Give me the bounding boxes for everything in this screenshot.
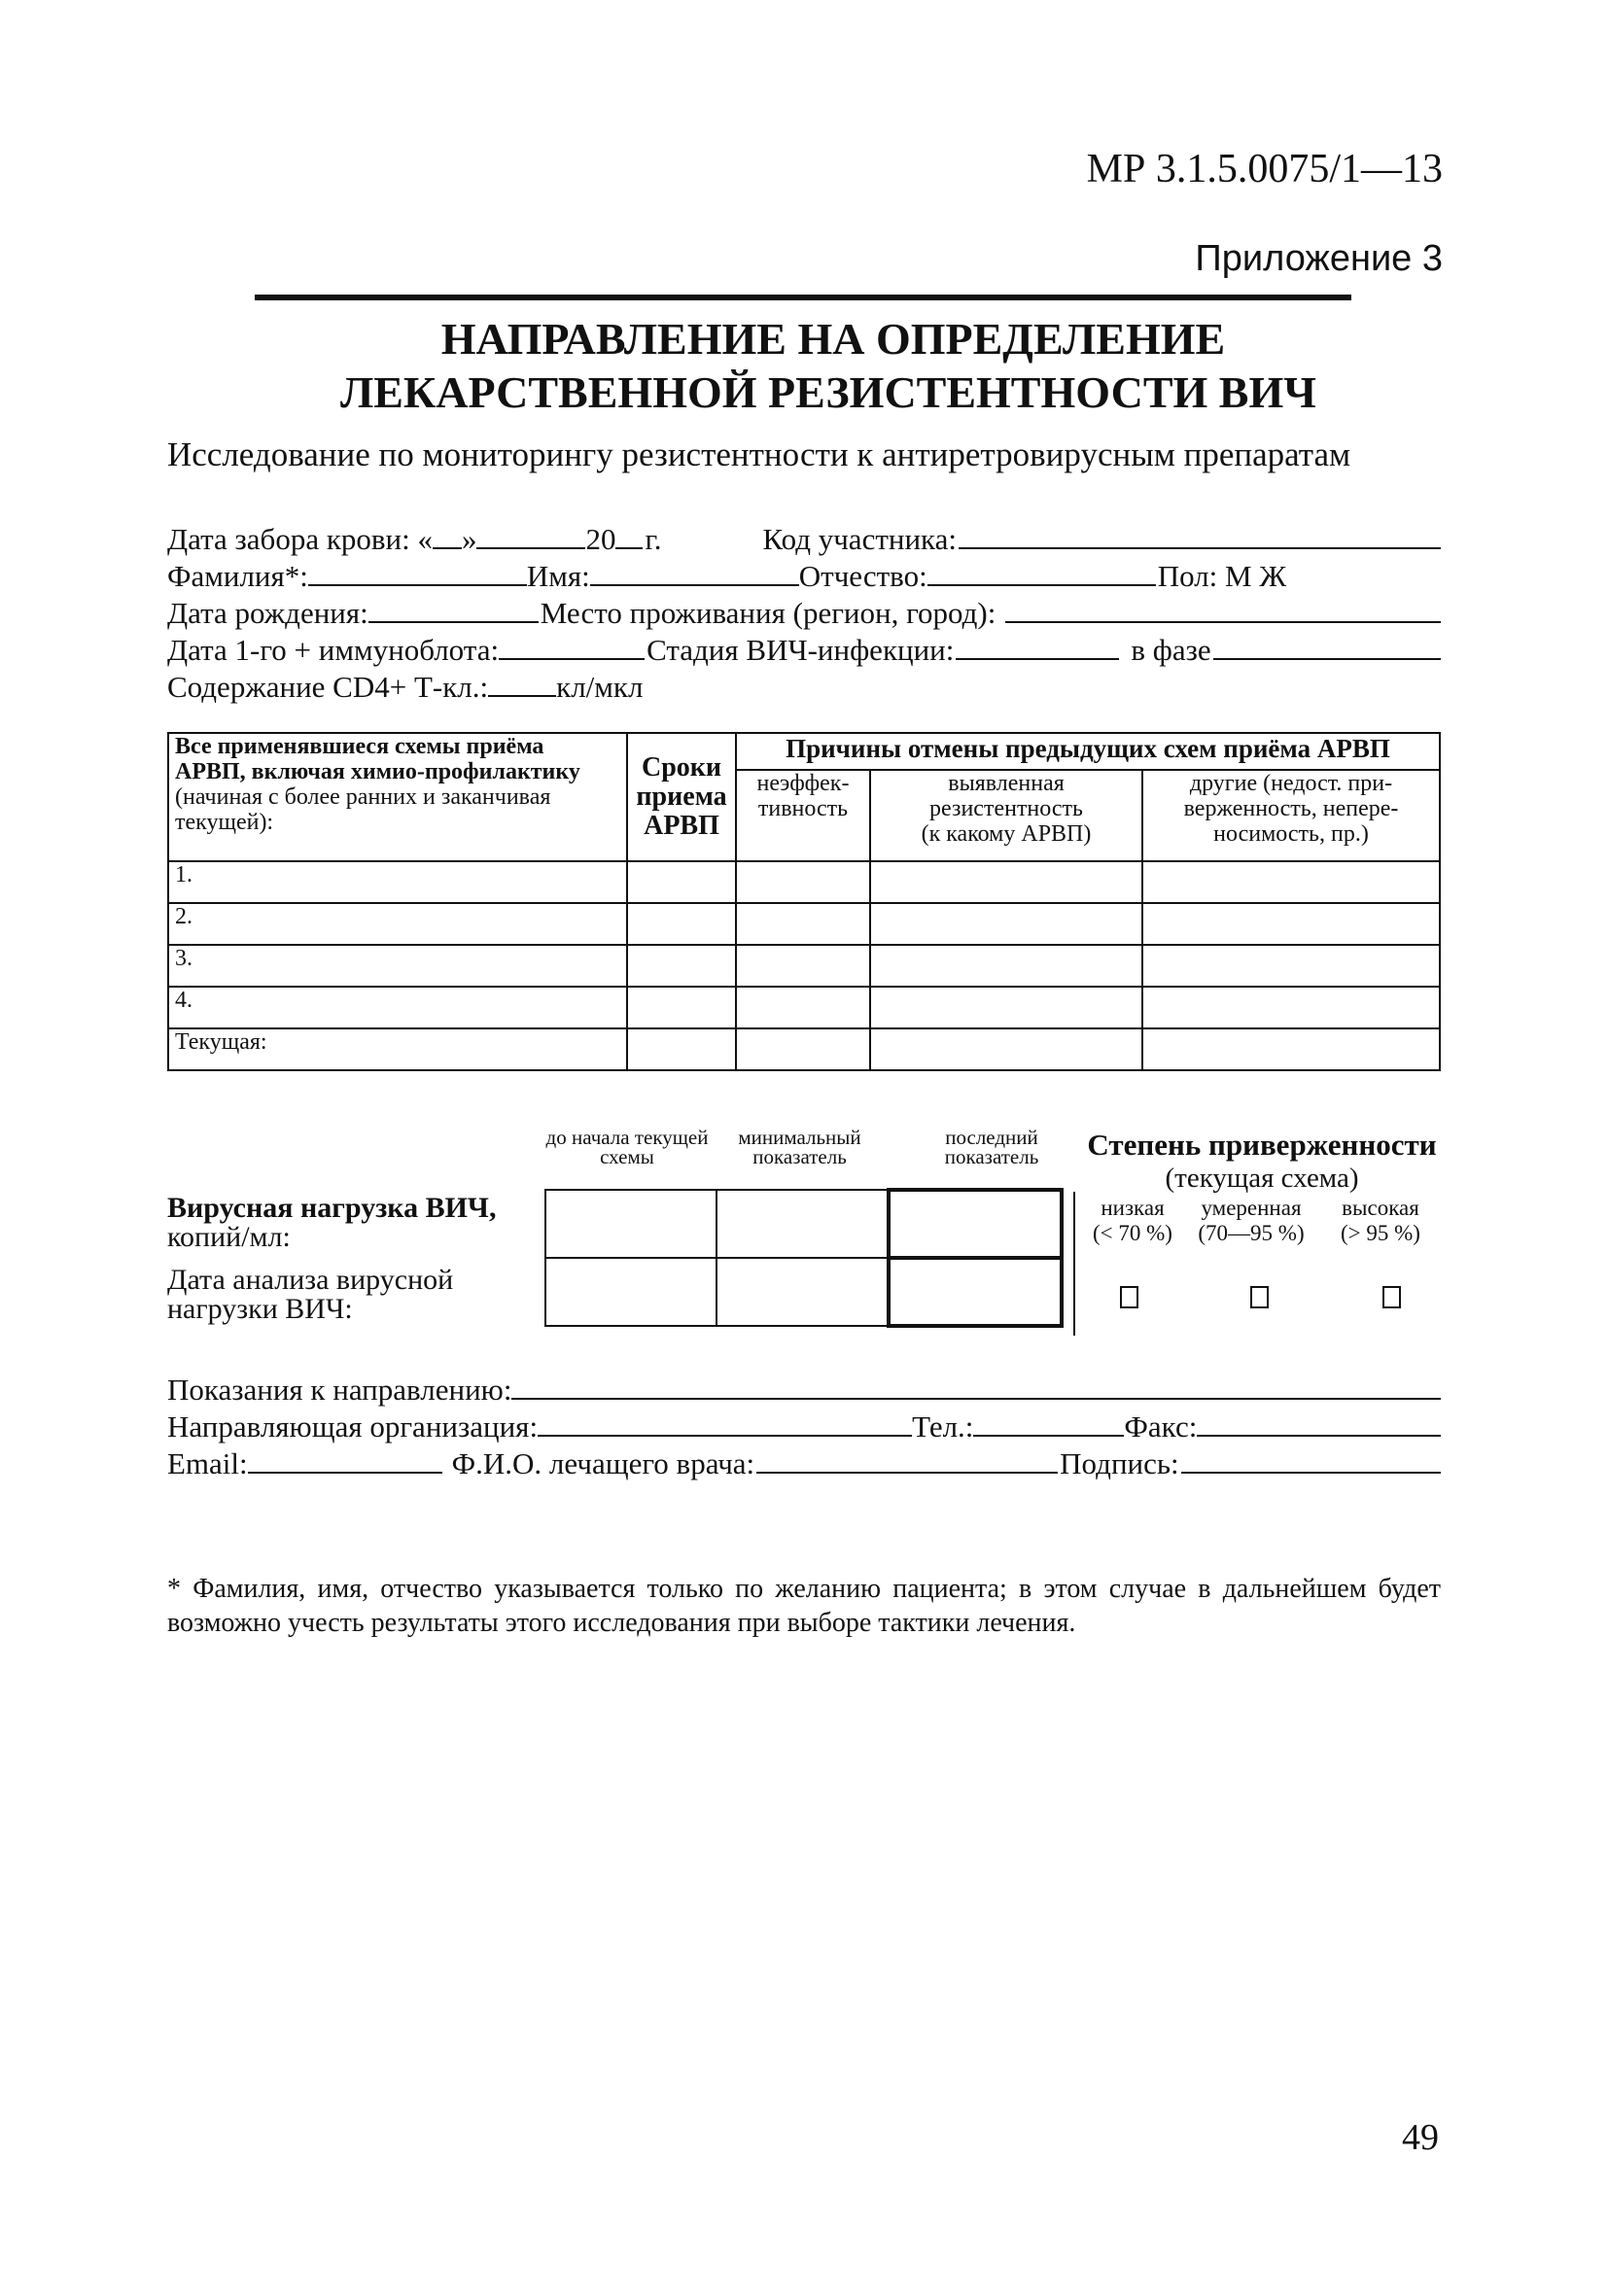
blood-date-label: Дата забора крови: « — [167, 522, 433, 556]
name-field[interactable] — [590, 557, 799, 586]
cell[interactable] — [627, 987, 736, 1028]
hiv-stage-field[interactable] — [956, 631, 1119, 660]
phase-label: в фазе — [1131, 633, 1211, 667]
doctor-row — [167, 1444, 1441, 1481]
adherence-high-checkbox[interactable] — [1382, 1286, 1401, 1308]
cell[interactable] — [870, 1028, 1142, 1070]
vl-col-last: последний показатель — [944, 1126, 1039, 1168]
birth-date-field[interactable] — [368, 594, 539, 623]
cell[interactable] — [870, 861, 1142, 903]
row-label: 4. — [168, 987, 627, 1028]
table-row — [168, 861, 1440, 903]
cd4-label: Содержание CD4+ Т-кл.: — [167, 670, 489, 704]
indications-row — [167, 1371, 1441, 1408]
birth-row — [167, 594, 1441, 631]
phase-field[interactable] — [1213, 631, 1441, 660]
residence-field[interactable] — [1005, 594, 1441, 623]
adherence-high-range: (> 95 %) — [1341, 1221, 1420, 1245]
cell[interactable] — [736, 987, 870, 1028]
reason-resistance-note: (к какому АРВП) — [921, 821, 1092, 847]
viral-load-label — [167, 1194, 496, 1252]
indications-field[interactable] — [511, 1371, 1441, 1400]
blood-year-field[interactable] — [615, 520, 643, 549]
doctor-field[interactable] — [756, 1444, 1058, 1474]
blood-date-year: 20 — [585, 522, 616, 556]
adherence-moderate-label: умеренная — [1201, 1196, 1302, 1220]
table-row — [168, 903, 1440, 945]
adherence-header — [1077, 1128, 1447, 1194]
cell[interactable] — [736, 903, 870, 945]
email-label: Email: — [167, 1446, 248, 1480]
regimen-header — [168, 733, 627, 861]
regimen-table — [167, 732, 1441, 1071]
organization-field[interactable] — [538, 1408, 912, 1437]
cell[interactable] — [627, 861, 736, 903]
adherence-high — [1322, 1196, 1439, 1246]
cell[interactable] — [736, 861, 870, 903]
title-line-1: НАПРАВЛЕНИЕ НА ОПРЕДЕЛЕНИЕ — [440, 314, 1226, 364]
vl-date-min-cell[interactable] — [717, 1258, 889, 1326]
participant-code-label: Код участника: — [762, 522, 958, 556]
row-label: 1. — [168, 861, 627, 903]
adherence-subtitle: (текущая схема) — [1165, 1163, 1359, 1194]
cd4-field[interactable] — [488, 668, 556, 697]
adherence-low-label: низкая — [1101, 1196, 1165, 1220]
phone-label: Тел.: — [912, 1409, 974, 1444]
cd4-unit: кл/мкл — [556, 670, 644, 704]
cell[interactable] — [1142, 1028, 1440, 1070]
reason-resistance-main: выявленная резистентность — [929, 771, 1083, 821]
name-row — [167, 557, 1441, 594]
cell[interactable] — [870, 903, 1142, 945]
table-row — [168, 987, 1440, 1028]
viral-load-date-label: Дата анализа вирусной нагрузки ВИЧ: — [167, 1264, 454, 1325]
blood-month-field[interactable] — [476, 520, 585, 549]
cell[interactable] — [870, 987, 1142, 1028]
reason-other: другие (недост. при-верженность, непере-носимость, пр.) — [1142, 770, 1440, 861]
contact-fields — [167, 1371, 1441, 1481]
blood-day-field[interactable] — [433, 520, 462, 549]
vl-date-before-cell[interactable] — [545, 1258, 717, 1326]
organization-label: Направляющая организация: — [167, 1409, 539, 1444]
surname-label: Фамилия*: — [167, 559, 308, 593]
vl-min-cell[interactable] — [717, 1190, 889, 1258]
row-label: Текущая: — [168, 1028, 627, 1070]
patronymic-field[interactable] — [927, 557, 1156, 586]
reason-resistance — [870, 770, 1142, 861]
adherence-low-checkbox[interactable] — [1120, 1286, 1138, 1308]
surname-field[interactable] — [308, 557, 527, 586]
cell[interactable] — [1142, 903, 1440, 945]
row-label: 3. — [168, 945, 627, 987]
cell[interactable] — [627, 945, 736, 987]
adherence-moderate-range: (70—95 %) — [1198, 1221, 1305, 1245]
appendix-label: Приложение 3 — [1195, 238, 1443, 279]
adherence-moderate — [1188, 1196, 1314, 1246]
adherence-low-range: (< 70 %) — [1093, 1221, 1172, 1245]
adherence-moderate-checkbox[interactable] — [1250, 1286, 1269, 1308]
adherence-low — [1079, 1196, 1186, 1246]
document-code: МР 3.1.5.0075/1—13 — [1086, 147, 1443, 191]
adherence-divider — [1073, 1192, 1075, 1336]
vl-date-last-cell[interactable] — [889, 1258, 1062, 1326]
immunoblot-field[interactable] — [499, 631, 645, 660]
blood-date-mid: » — [461, 522, 477, 556]
footnote: * Фамилия, имя, отчество указывается только по желанию пациента; в этом случае в дальнейшем будет возможно учесть результаты этого исследования при выборе тактики лечения. — [167, 1574, 1441, 1638]
patient-fields — [167, 520, 1441, 705]
signature-label: Подпись: — [1060, 1446, 1179, 1480]
table-row — [168, 1028, 1440, 1070]
terms-header: Сроки приема АРВП — [627, 733, 736, 861]
page-number: 49 — [1402, 2117, 1439, 2158]
cell[interactable] — [627, 903, 736, 945]
subtitle: Исследование по мониторингу резистентности к антиретровирусным препаратам — [167, 435, 1351, 473]
regimen-header-bold: Все применявшиеся схемы приёма АРВП, включая химио-профилактику — [175, 734, 580, 784]
blood-date-row — [167, 520, 1441, 557]
blood-date-end: г. — [645, 522, 662, 556]
hiv-stage-label: Стадия ВИЧ-инфекции: — [647, 633, 955, 667]
viral-load-unit: копий/мл: — [167, 1221, 291, 1253]
cell[interactable] — [736, 945, 870, 987]
regimen-header-normal: (начиная с более ранних и заканчивая текущей): — [175, 784, 551, 835]
reasons-header: Причины отмены предыдущих схем приёма АРВП — [736, 733, 1440, 770]
cell[interactable] — [627, 1028, 736, 1070]
row-label: 2. — [168, 903, 627, 945]
table-row — [168, 945, 1440, 987]
cd4-row — [167, 668, 1441, 705]
vl-before-cell[interactable] — [545, 1190, 717, 1258]
vl-last-cell[interactable] — [889, 1190, 1062, 1258]
header-rule — [255, 295, 1351, 300]
adherence-title: Степень приверженности — [1087, 1128, 1437, 1162]
adherence-high-label: высокая — [1342, 1196, 1419, 1220]
immunoblot-label: Дата 1-го + иммуноблота: — [167, 633, 500, 667]
immunoblot-row — [167, 631, 1441, 668]
email-field[interactable] — [248, 1444, 442, 1474]
cell[interactable] — [870, 945, 1142, 987]
fax-label: Факс: — [1124, 1409, 1198, 1444]
title-line-2: ЛЕКАРСТВЕННОЙ РЕЗИСТЕНТНОСТИ ВИЧ — [339, 367, 1317, 417]
indications-label: Показания к направлению: — [167, 1373, 512, 1407]
viral-load-grid — [544, 1188, 1064, 1328]
phone-field[interactable] — [973, 1408, 1124, 1437]
cell[interactable] — [1142, 861, 1440, 903]
birth-date-label: Дата рождения: — [167, 596, 368, 630]
reason-ineffective: неэффек-тивность — [736, 770, 870, 861]
patronymic-label: Отчество: — [798, 559, 927, 593]
signature-field[interactable] — [1181, 1444, 1441, 1474]
viral-load-label-bold: Вирусная нагрузка ВИЧ, — [167, 1192, 497, 1224]
sex-label: Пол: М Ж — [1157, 559, 1287, 593]
cell[interactable] — [1142, 945, 1440, 987]
cell[interactable] — [1142, 987, 1440, 1028]
residence-label: Место проживания (регион, город): — [540, 596, 996, 630]
name-label: Имя: — [526, 559, 590, 593]
organization-row — [167, 1408, 1441, 1444]
vl-col-before: до начала текущей схемы — [545, 1126, 709, 1168]
vl-col-min: минимальный показатель — [738, 1126, 861, 1168]
doctor-label: Ф.И.О. лечащего врача: — [451, 1446, 755, 1480]
participant-code-field[interactable] — [959, 520, 1441, 549]
fax-field[interactable] — [1197, 1408, 1441, 1437]
cell[interactable] — [736, 1028, 870, 1070]
